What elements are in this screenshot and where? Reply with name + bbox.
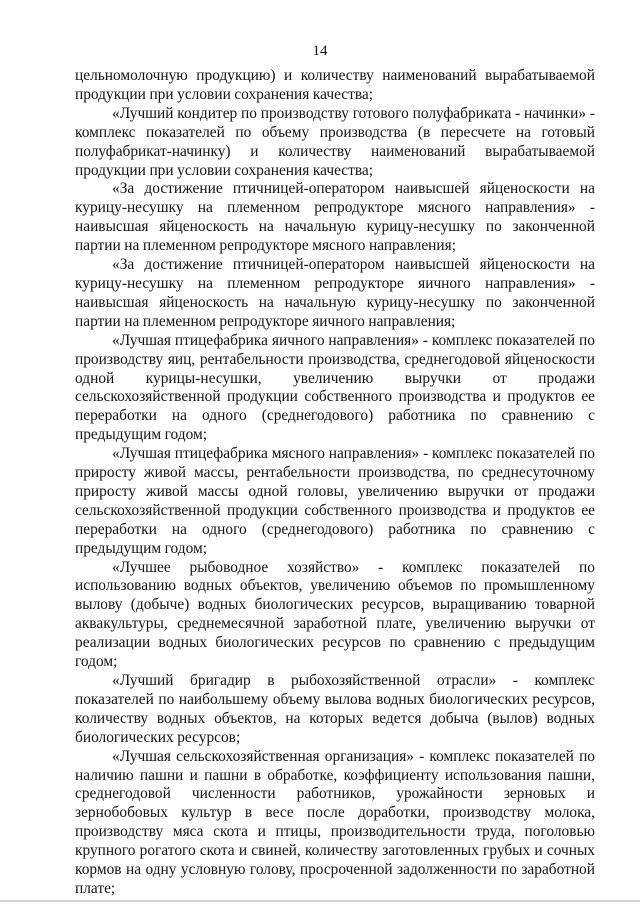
paragraph: «Лучшая сельскохозяйственная организация» - комплекс показателей по наличию пашни и пашни в обработке, коэффициенту использования пашни, среднегодовой численности работников, урожайности зерновых и зернобобовых культур в весе после доработки, производству молока, производству мяса скота и птицы, производительности труда, поголовью крупного рогатого скота и свиней, количеству заготовленных грубых и сочных кормов на одну условную голову, просроченной задолженности по заработной плате;: [75, 747, 595, 897]
document-body: [75, 67, 595, 899]
paragraph: цельномолочную продукцию) и количеству наименований вырабатываемой продукции при условии сохранения качества;: [75, 67, 595, 103]
paragraph: «За достижение птичницей-оператором наивысшей яйценоскости на курицу-несушку на племенном репродукторе яичного направления» - наивысшая яйценоскость на начальную курицу-несушку по законченной партии на племенном репродукторе яичного направления;: [75, 256, 595, 330]
paragraph: «Лучший кондитер по производству готового полуфабриката - начинки» - комплекс показателей по объему производства (в пересчете на готовый полуфабрикат-начинку) и количеству наименований вырабатываемой продукции при условии сохранения качества;: [75, 104, 595, 179]
paragraph: «Лучшее рыбоводное хозяйство» - комплекс показателей по использованию водных объектов, увеличению объемов по промышленному вылову (добыче) водных биологических ресурсов, выращиванию товарной аквакультуры, среднемесячной заработной плате, увеличению выручки от реализации водных биологических ресурсов по сравнению с предыдущим годом;: [75, 558, 595, 671]
page-bottom-edge: [0, 900, 640, 902]
paragraph: «Лучшая птицефабрика мясного направления» - комплекс показателей по приросту живой массы, рентабельности производства, по среднесуточному приросту живой массы одной головы, увеличению выручки от продажи сельскохозяйственной продукции собственного производства и продуктов ее переработки на одного (среднегодового) работника по сравнению с предыдущим годом;: [75, 445, 595, 557]
paragraph: «Лучшая птицефабрика яичного направления» - комплекс показателей по производству яиц, рентабельности производства, среднегодовой яйценоскости одной курицы-несушки, увеличению выручки от продажи сельскохозяйственной продукции собственного производства и продуктов ее переработки на одного (среднегодового) работника по сравнению с предыдущим годом;: [75, 331, 595, 444]
paragraph: «Лучший бригадир в рыбохозяйственной отрасли» - комплекс показателей по наибольшему объему вылова водных биологических ресурсов, количеству водных объектов, на которых ведется добыча (вылов) водных биологических ресурсов;: [75, 672, 595, 746]
paragraph: «За достижение птичницей-оператором наивысшей яйценоскости на курицу-несушку на племенном репродукторе мясного направления» - наивысшая яйценоскость на начальную курицу-несушку по законченной партии на племенном репродукторе мясного направления;: [75, 180, 595, 255]
page-number: 14: [312, 43, 328, 59]
